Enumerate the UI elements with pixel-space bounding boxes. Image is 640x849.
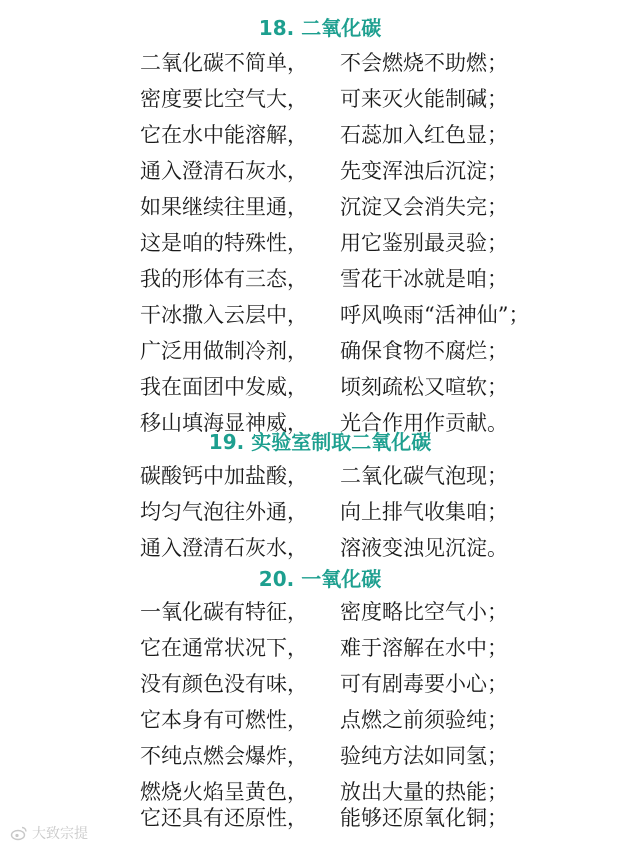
verse-line [0,81,640,117]
verse-right: 向上排气收集咱； [340,500,508,524]
verse-left: 没有颜色没有味， [140,672,308,696]
verse-left: 它在水中能溶解， [140,123,308,147]
verse-line [0,666,640,702]
verse-left: 干冰撒入云层中， [140,303,308,327]
verse-left: 广泛用做制冷剂， [140,339,308,363]
verse-left: 燃烧火焰呈黄色， [140,780,308,804]
verse-line [0,45,640,81]
verse-right: 雪花干冰就是咱； [340,267,508,291]
verse-line [0,458,640,494]
verse-left: 密度要比空气大， [140,87,308,111]
verse-right: 难于溶解在水中； [340,636,508,660]
verse-line [0,333,640,369]
verse-line [0,530,640,566]
verse-left: 碳酸钙中加盐酸， [140,464,308,488]
verse-right: 可有剧毒要小心； [340,672,508,696]
verse-left: 一氧化碳有特征， [140,600,308,624]
verse-line [0,702,640,738]
verse-left: 它在通常状况下， [140,636,308,660]
verse-line [0,630,640,666]
verse-right: 放出大量的热能； [340,780,508,804]
verse-right: 可来灭火能制碱； [340,87,508,111]
verse-left: 移山填海显神威， [140,411,308,435]
watermark-text: 大致宗提 [32,826,88,842]
verse-line [0,800,640,836]
verse-line [0,261,640,297]
verse-right: 沉淀又会消失完； [340,195,508,219]
verse-right: 先变浑浊后沉淀； [340,159,508,183]
verse-right: 溶液变浊见沉淀。 [340,536,508,560]
verse-line [0,153,640,189]
verse-left: 二氧化碳不简单， [140,51,308,75]
verse-right: 不会燃烧不助燃； [340,51,508,75]
section-title-co2: 18. 二氧化碳 [258,16,382,40]
verse-right: 密度略比空气小； [340,600,508,624]
verse-left: 它本身有可燃性， [140,708,308,732]
verse-left: 不纯点燃会爆炸， [140,744,308,768]
verse-right: 用它鉴别最灵验； [340,231,508,255]
verse-line [0,297,640,333]
verse-right: 验纯方法如同氢； [340,744,508,768]
verse-right: 能够还原氧化铜； [340,806,508,830]
verse-right: 点燃之前须验纯； [340,708,508,732]
verse-line [0,494,640,530]
verse-right: 呼风唤雨“活神仙”； [340,303,530,327]
verse-line [0,117,640,153]
verse-line [0,738,640,774]
watermark [10,822,88,844]
verse-left: 它还具有还原性， [140,806,308,830]
section-title-co: 20. 一氧化碳 [258,567,382,591]
verse-line [0,225,640,261]
verse-left: 均匀气泡往外通， [140,500,308,524]
verse-right: 确保食物不腐烂； [340,339,508,363]
verse-left: 我在面团中发威， [140,375,308,399]
verse-left: 通入澄清石灰水， [140,536,308,560]
section-title-lab-co2: 19. 实验室制取二氧化碳 [208,430,432,454]
verse-left: 通入澄清石灰水， [140,159,308,183]
verse-left: 我的形体有三态， [140,267,308,291]
verse-right: 顷刻疏松又喧软； [340,375,508,399]
verse-right: 二氧化碳气泡现； [340,464,508,488]
verse-line [0,369,640,405]
verse-line [0,594,640,630]
verse-left: 这是咱的特殊性， [140,231,308,255]
weibo-icon [10,824,28,842]
verse-right: 石蕊加入红色显； [340,123,508,147]
verse-left: 如果继续往里通， [140,195,308,219]
verse-right: 光合作用作贡献。 [340,411,508,435]
verse-line [0,189,640,225]
